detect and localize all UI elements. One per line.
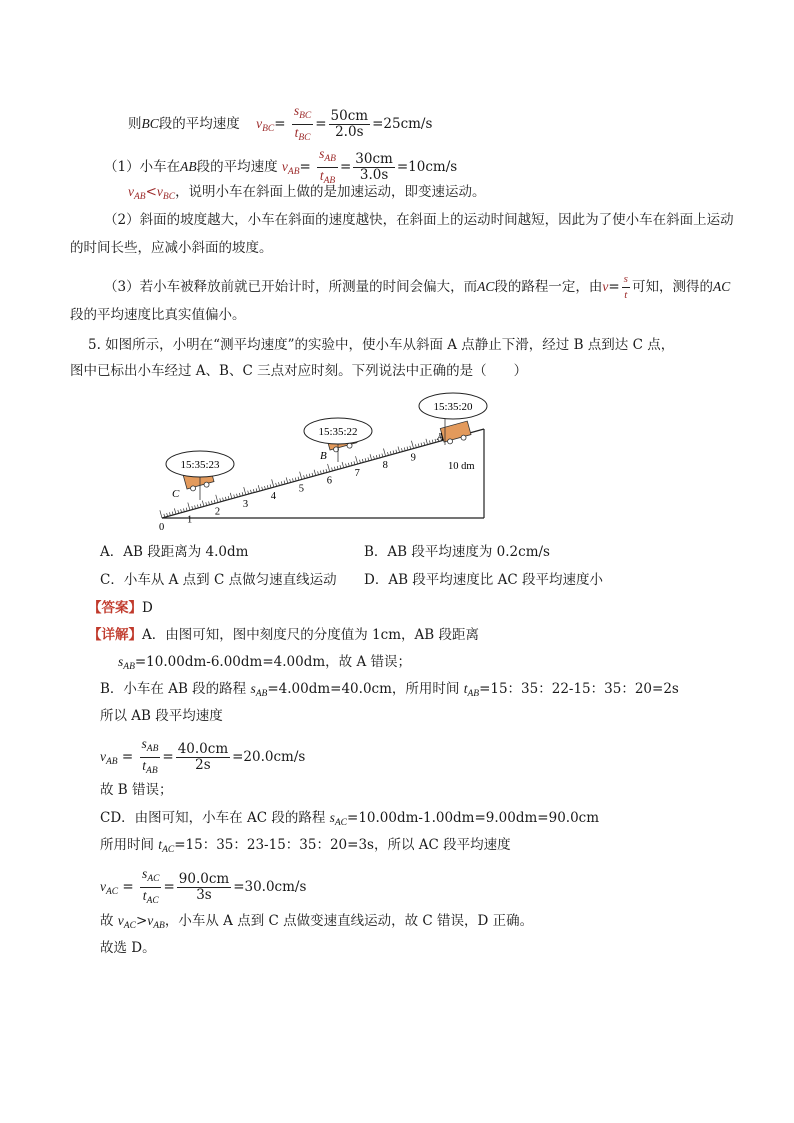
ruler-tick <box>216 495 218 503</box>
text: =10.00dm-1.00dm=9.00dm=90.0cm <box>347 810 600 826</box>
detail-a1 <box>88 625 479 645</box>
ruler-tick <box>242 492 243 495</box>
sub: BC <box>262 124 275 134</box>
ruler-tick <box>351 462 352 465</box>
text: =15：35：22-15：35：20=2s <box>479 681 679 697</box>
ruler-tick <box>211 501 212 504</box>
ruler-tick <box>393 451 394 454</box>
eq: = <box>608 279 620 295</box>
ruler-tick <box>228 496 229 499</box>
sub: AB <box>324 154 336 164</box>
ruler-tick <box>169 512 170 515</box>
detail-tag: 【详解】 <box>88 627 142 643</box>
ruler-tick <box>248 491 249 494</box>
ruler-tick <box>426 439 428 445</box>
fraction-numeric <box>329 109 371 140</box>
ruler-label: 6 <box>326 475 332 487</box>
detail-c4: 故 $v_{AC}>v_{AB}$，小车从 A 点到 C 点做变速直线运动，故 C 错误，D 正确。 <box>100 913 534 931</box>
ruler-label: 3 <box>242 498 249 510</box>
ruler-tick <box>368 457 369 460</box>
ruler-tick <box>262 487 263 490</box>
ruler-tick <box>181 509 182 512</box>
eq: = <box>274 116 286 132</box>
ruler-tick <box>183 508 184 511</box>
option-a: A．AB 段距离为 4.0dm <box>100 544 249 560</box>
segment-label: BC <box>141 116 159 131</box>
ruler-tick <box>223 498 224 501</box>
num: 30cm <box>355 151 393 167</box>
text: =10.00dm-6.00dm=4.00dm，故 A 错误； <box>134 654 411 670</box>
point-c-label: C <box>172 488 180 500</box>
ruler-tick <box>387 452 388 455</box>
ruler-tick <box>332 467 333 470</box>
ruler-tick <box>340 465 341 468</box>
ruler-tick <box>258 485 260 491</box>
ruler-tick <box>267 485 268 488</box>
time-b: 15:35:22 <box>318 426 358 438</box>
ruler-tick <box>174 508 176 514</box>
ruler-tick <box>178 510 179 513</box>
part3-line1 <box>104 272 730 303</box>
ruler-tick <box>284 481 285 484</box>
text: 段的平均速度 <box>196 159 278 175</box>
ruler-tick <box>401 448 402 451</box>
ruler-tick <box>253 489 254 492</box>
ruler-tick <box>318 471 319 474</box>
ruler-tick <box>334 467 335 470</box>
ruler-tick <box>225 497 226 500</box>
ruler-tick <box>398 447 400 453</box>
text: =15：35：23-15：35：20=3s，所以 AC 段平均速度 <box>174 837 511 853</box>
ruler-tick <box>382 454 383 457</box>
question5-line1: 5. 如图所示，小明在“测平均速度”的实验中，使小车从斜面 A 点静止下滑，经过 B 点到达 C 点， <box>88 337 675 353</box>
detail-b3: $v_{AB}$ = $\frac{s_{AB}}{t_{AB}}$ = $\frac{40.0cm}{2s}$ =20.0cm/s <box>100 736 306 776</box>
ruler-tick <box>281 481 282 484</box>
sub: BC <box>299 111 312 121</box>
part1-conclusion <box>128 182 486 207</box>
den: 3s <box>196 887 212 903</box>
answer-tag: 【答案】 <box>88 600 142 616</box>
incline-figure <box>150 385 510 535</box>
ruler-tick <box>251 490 252 493</box>
ruler-tick <box>435 439 436 442</box>
text: 段的平均速度 <box>158 116 240 132</box>
ruler-tick <box>370 454 372 460</box>
num: 40.0cm <box>177 741 229 757</box>
sub: BC <box>298 133 311 143</box>
num: s <box>622 272 630 288</box>
text: A．由图可知，图中刻度尺的分度值为 1cm，AB 段距离 <box>142 627 479 643</box>
ruler-tick <box>326 469 327 472</box>
ruler-tick <box>323 470 324 473</box>
text: B．小车在 AB 段的路程 <box>100 681 251 697</box>
segment-label: AB <box>180 159 197 174</box>
detail-c2: 所用时间 $t_{AC}=15$：35：23-15：35：20=3s，所以 AC 段平均速度 <box>100 837 511 855</box>
den: t <box>624 289 628 301</box>
ruler-tick <box>404 447 405 450</box>
var: v <box>281 159 288 174</box>
ruler-label: 4 <box>270 491 277 503</box>
ruler-tick <box>362 459 363 462</box>
ruler-tick <box>292 478 293 481</box>
ruler-tick <box>432 440 433 443</box>
ruler-tick <box>354 461 355 464</box>
ruler-unit-label: 10 dm <box>448 461 475 472</box>
fraction-symbolic <box>292 103 313 146</box>
ruler-tick <box>383 448 385 456</box>
ruler-tick <box>264 486 265 489</box>
ruler-tick <box>256 488 257 491</box>
detail-b2: 所以 AB 段平均速度 <box>100 708 223 724</box>
ruler-label: 7 <box>354 467 360 479</box>
ruler-tick <box>424 442 425 445</box>
sub: AB <box>287 167 300 177</box>
text: 段的路程一定，由 <box>494 279 603 295</box>
part2-line2: 的时间长些，应减小斜面的坡度。 <box>70 240 273 256</box>
ruler-tick <box>278 482 279 485</box>
question5-line2: 图中已标出小车经过 A、B、C 三点对应时刻。下列说法中正确的是（ ） <box>70 363 528 379</box>
ruler-tick <box>390 451 391 454</box>
ruler-label: 0 <box>159 522 165 533</box>
var: v <box>256 116 263 131</box>
ruler-tick <box>220 498 221 501</box>
answer-value: D <box>142 600 153 616</box>
ruler-tick <box>396 450 397 453</box>
ruler-tick <box>195 505 196 508</box>
ruler-tick <box>309 474 310 477</box>
answer-line <box>88 598 153 618</box>
time-a: 15:35:20 <box>433 401 473 413</box>
ruler-tick <box>239 493 240 496</box>
detail-a2: $s_{AB}=10.00dm-6.00dm=4.00dm$，故 A 错误； <box>118 654 411 672</box>
ruler-tick <box>298 477 299 480</box>
point-a-label: A <box>437 431 444 443</box>
ruler-label: 2 <box>214 506 221 518</box>
ruler-tick <box>234 495 235 498</box>
fraction-numeric <box>353 152 395 183</box>
ruler-tick <box>286 477 288 483</box>
ruler-tick <box>188 503 190 511</box>
result: =10cm/s <box>396 159 458 175</box>
ruler-tick <box>421 443 422 446</box>
var: t <box>319 168 324 183</box>
ruler-tick <box>237 494 238 497</box>
ruler-tick <box>348 463 349 466</box>
sub: BC <box>162 192 176 202</box>
detail-c3: $v_{AC}$ = $\frac{s_{AC}}{t_{AC}}$ = $\frac{90.0cm}{3s}$ =30.0cm/s <box>100 866 307 906</box>
ruler-tick <box>270 484 271 487</box>
ruler-tick <box>376 455 377 458</box>
ruler-tick <box>320 471 321 474</box>
result: =30.0cm/s <box>233 879 307 895</box>
ruler-tick <box>429 440 430 443</box>
ruler-tick <box>192 506 193 509</box>
fraction-formula <box>622 272 630 303</box>
op: < <box>145 184 157 200</box>
text: （3）若小车被释放前就已开始计时，所测量的时间会偏大，而 <box>104 279 478 295</box>
ruler-tick <box>202 501 204 507</box>
den: 2.0s <box>335 124 364 140</box>
text: 所用时间 <box>100 837 159 853</box>
ruler-tick <box>160 510 162 518</box>
detail-c5: 故选 D。 <box>100 940 156 956</box>
part1-line: （1）小车在AB段的平均速度 $v_{AB}=$ $\frac{s_{AB}}{t_{AB}}$ = $\frac{30cm}{3.0s}$ =10cm/s <box>104 146 457 189</box>
ruler-tick <box>418 444 419 447</box>
text: （1）小车在 <box>104 159 181 175</box>
ruler-tick <box>209 501 210 504</box>
ruler-tick <box>244 487 246 495</box>
time-c: 15:35:23 <box>180 459 220 471</box>
segment-label: AC <box>477 279 495 294</box>
ruler-tick <box>379 454 380 457</box>
ruler-tick <box>197 505 198 508</box>
ruler-tick <box>172 512 173 515</box>
ruler-tick <box>276 483 277 486</box>
var: v <box>156 184 163 199</box>
ruler-tick <box>306 474 307 477</box>
ruler-label: 1 <box>186 514 193 526</box>
point-b-label: B <box>320 450 327 462</box>
text: ，小车从 A 点到 C 点做变速直线运动，故 C 错误，D 正确。 <box>164 913 534 929</box>
ruler-tick <box>342 462 344 468</box>
ruler-tick <box>300 472 302 480</box>
result: =20.0cm/s <box>232 749 306 765</box>
sub: AB <box>323 176 336 186</box>
ruler-tick <box>200 504 201 507</box>
ruler-tick <box>290 479 291 482</box>
ruler-tick <box>295 478 296 481</box>
ruler-tick <box>314 470 316 476</box>
segment-label: AC <box>712 279 731 294</box>
ruler-tick <box>186 508 187 511</box>
ruler-tick <box>304 475 305 478</box>
ruler-tick <box>337 466 338 469</box>
ruler-label: 5 <box>298 483 305 495</box>
option-d: D．AB 段平均速度比 AC 段平均速度小 <box>364 572 603 588</box>
var: v <box>602 279 609 294</box>
option-c: C．小车从 A 点到 C 点做匀速直线运动 <box>100 572 337 588</box>
var: v <box>128 184 134 199</box>
ruler-tick <box>230 493 232 499</box>
num: 50cm <box>330 108 369 124</box>
detail-b1: B．小车在 AB 段的路程 $s_{AB}=4.00dm=40.0cm$，所用时间 $t_{AB}=15$：35：22-15：35：20=2s <box>100 681 679 699</box>
detail-c1: CD．由图可知，小车在 AC 段的路程 $s_{AC}=10.00dm-1.00dm=9.00dm=90.0cm$ <box>100 810 600 828</box>
bc-speed-line: 则BC段的平均速度 $v_{BC}=$ $\frac{s_{BC}}{t_{BC}}$ = $\frac{50cm}{2.0s}$ =25cm/s <box>128 103 432 146</box>
var: s <box>293 103 300 118</box>
ruler-tick <box>214 500 215 503</box>
part3-line2: 段的平均速度比真实值偏小。 <box>70 307 246 323</box>
eq: = <box>299 159 311 175</box>
den: 3.0s <box>359 167 389 183</box>
den: 2s <box>195 757 211 773</box>
ruler-tick <box>206 502 207 505</box>
ruler-tick <box>312 473 313 476</box>
ruler-tick <box>360 460 361 463</box>
ruler-tick <box>164 514 165 517</box>
ruler-tick <box>328 464 330 472</box>
text: =4.00dm=40.0cm，所用时间 <box>267 681 464 697</box>
var: t <box>294 125 299 140</box>
var: s <box>319 146 325 161</box>
ruler-tick <box>346 464 347 467</box>
detail-b4: 故 B 错误； <box>100 782 173 798</box>
ruler-tick <box>374 456 375 459</box>
text: CD．由图可知，小车在 AC 段的路程 <box>100 810 330 826</box>
ruler-tick <box>356 456 358 464</box>
result: =25cm/s <box>372 116 433 132</box>
num: 90.0cm <box>178 871 230 887</box>
text: 则 <box>128 116 142 132</box>
part2-line1: （2）斜面的坡度越大，小车在斜面的速度越快，在斜面上的运动时间越短，因此为了使小车在斜面上运动 <box>104 212 734 228</box>
ruler-label: 8 <box>382 460 388 472</box>
ruler-tick <box>272 479 274 487</box>
ruler-tick <box>407 447 408 450</box>
option-b: B．AB 段平均速度为 0.2cm/s <box>364 544 550 560</box>
text: 可知，测得的 <box>631 279 713 295</box>
ruler-tick <box>167 513 168 516</box>
ruler-tick <box>410 446 411 449</box>
sub: AB <box>134 192 146 202</box>
ruler-label: 9 <box>410 452 416 464</box>
ruler-tick <box>365 458 366 461</box>
ruler-tick <box>415 444 416 447</box>
ruler-tick <box>411 441 413 449</box>
text: ，说明小车在斜面上做的是加速运动，即变速运动。 <box>175 184 486 200</box>
